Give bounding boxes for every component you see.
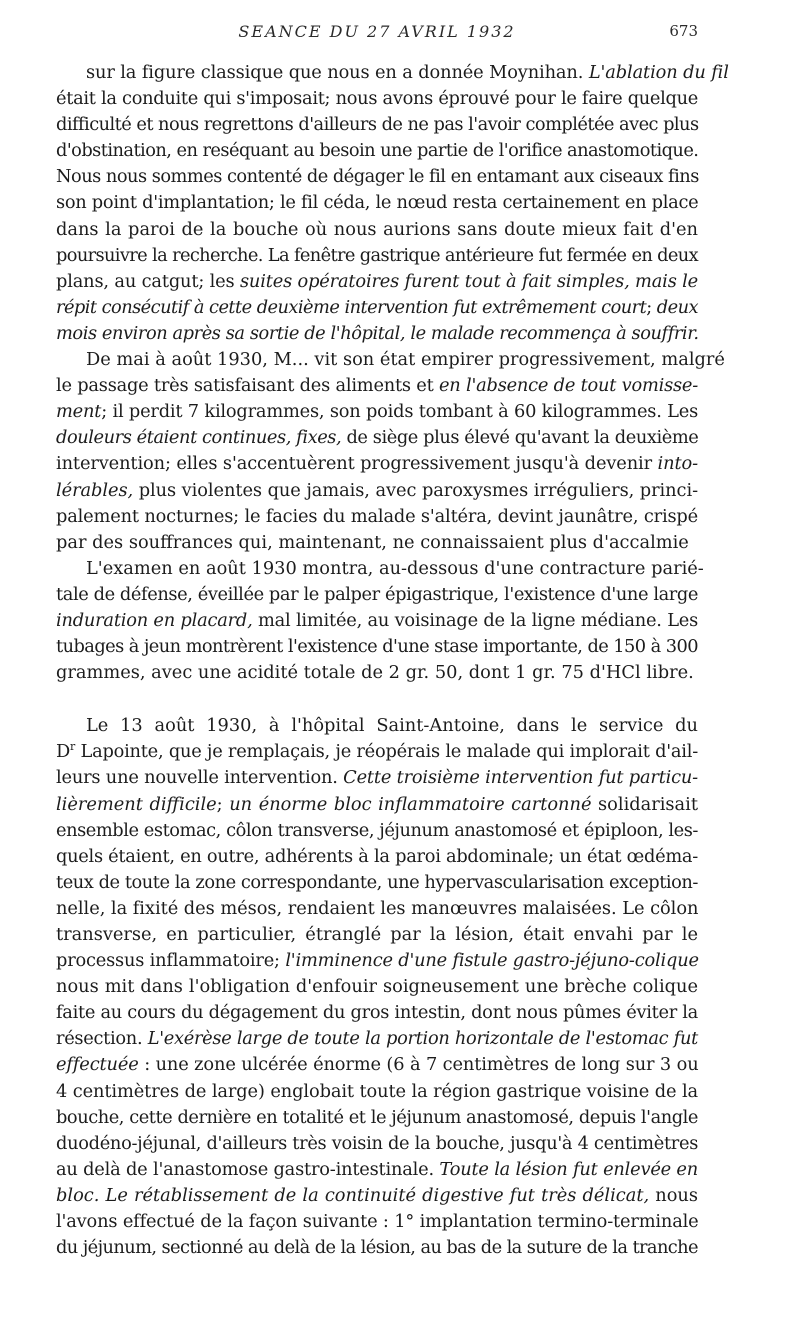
text-run: bouche, cette dernière en totalité et le jéjunum anastomosé, depuis l'angle xyxy=(56,1106,698,1128)
text-line xyxy=(56,1026,698,1052)
italic-text: mois environ après sa sortie de l'hôpital, le malade recommença à souffrir. xyxy=(56,322,699,344)
text-run: ; xyxy=(216,793,230,815)
italic-text: lièrement difficile xyxy=(56,793,217,815)
text-run: solidarisait xyxy=(591,793,698,815)
text-line xyxy=(56,243,698,269)
text-line xyxy=(56,190,698,216)
text-line xyxy=(56,373,698,399)
text-line xyxy=(56,321,698,347)
text-run: tale de défense, éveillée par le palper épigastrique, l'existence d'une large xyxy=(56,583,698,605)
text-line xyxy=(56,425,698,451)
text-run: faite au cours du dégagement du gros intestin, dont nous pûmes éviter la xyxy=(56,1002,698,1024)
italic-text: en l'absence de tout vomisse- xyxy=(438,375,699,397)
text-run: plans, au catgut; les xyxy=(56,270,240,292)
text-run: intervention; elles s'accentuèrent progressivement jusqu'à devenir xyxy=(56,453,658,475)
text-run: nelle, la fixité des mésos, rendaient les manœuvres malaisées. Le côlon xyxy=(56,897,699,919)
text-run: nous xyxy=(649,1184,699,1206)
superscript: r xyxy=(70,740,76,754)
text-run: teux de toute la zone correspondante, une hypervascularisation exception- xyxy=(56,871,698,893)
text-line xyxy=(56,634,698,660)
text-line xyxy=(56,660,698,686)
text-line xyxy=(56,1079,698,1105)
text-line xyxy=(56,295,698,321)
text-line xyxy=(56,948,698,974)
text-line xyxy=(56,86,698,112)
text-run: tubages à jeun montrèrent l'existence d'une stase importante, de 150 à 300 xyxy=(56,636,698,658)
text-line xyxy=(56,478,698,504)
page-header xyxy=(56,22,698,46)
text-run: : une zone ulcérée énorme (6 à 7 centimètres de long sur 3 ou xyxy=(138,1054,699,1076)
text-run: d'obstination, en reséquant au besoin une partie de l'orifice anastomotique. xyxy=(56,140,699,162)
text-run: sur la figure classique que nous en a donnée Moynihan. xyxy=(86,62,589,83)
italic-text: un énorme bloc inflammatoire cartonné xyxy=(229,793,592,815)
text-line xyxy=(56,1235,698,1261)
text-run: du jéjunum, sectionné au delà de la lésion, au bas de la suture de la tranche xyxy=(56,1237,698,1259)
italic-text: L'ablation du fil xyxy=(588,62,729,83)
text-run: plus violentes que jamais, avec paroxysmes irréguliers, princi- xyxy=(133,479,699,501)
text-line xyxy=(56,1209,698,1235)
text-run: leurs une nouvelle intervention. xyxy=(56,767,344,789)
text-line xyxy=(56,451,698,477)
text-run: l'avons effectué de la façon suivante : 1° implantation termino-terminale xyxy=(56,1211,699,1233)
text-run: par des souffrances qui, maintenant, ne connaissaient plus d'accalmie xyxy=(56,531,689,553)
text-line xyxy=(56,530,698,556)
text-run: palement nocturnes; le facies du malade s'altéra, devint jaunâtre, crispé xyxy=(56,505,698,527)
text-line xyxy=(56,922,698,948)
text-run: quels étaient, en outre, adhérents à la paroi abdominale; un état œdéma- xyxy=(56,845,698,867)
text-run: Nous nous sommes contenté de dégager le fil en entamant aux ciseaux fins xyxy=(56,166,699,188)
text-run: était la conduite qui s'imposait; nous avons éprouvé pour le faire quelque xyxy=(56,88,699,110)
text-line xyxy=(56,164,698,190)
text-line xyxy=(56,870,698,896)
text-line xyxy=(56,138,698,164)
text-run: Le 13 août 1930, à l'hôpital Saint-Antoine, dans le service du xyxy=(86,715,698,737)
italic-text: lérables, xyxy=(56,479,134,501)
text-line xyxy=(56,1000,698,1026)
text-line xyxy=(56,765,698,791)
italic-text: répit consécutif à cette deuxième intervention fut extrêmement court xyxy=(56,296,647,318)
text-run: résection. xyxy=(56,1028,148,1050)
text-line xyxy=(56,974,698,1000)
text-line xyxy=(56,1052,698,1078)
text-run: dans la paroi de la bouche où nous aurions sans doute mieux fait d'en xyxy=(56,218,698,240)
text-run: processus inflammatoire; xyxy=(56,950,286,972)
text-line xyxy=(56,792,698,818)
italic-text: bloc. Le rétablissement de la continuité digestive fut très délicat, xyxy=(56,1184,650,1206)
text-line xyxy=(56,1183,698,1209)
text-run: L'examen en août 1930 montra, au-dessous d'une contracture parié- xyxy=(86,557,704,579)
text-run: 4 centimètres de large) englobait toute la région gastrique voisine de la xyxy=(56,1080,699,1102)
text-line xyxy=(56,582,698,608)
text-line xyxy=(56,399,698,425)
text-line xyxy=(56,1105,698,1131)
text-run: nous mit dans l'obligation d'enfouir soigneusement une brèche colique xyxy=(56,976,698,998)
italic-text: deux xyxy=(656,296,698,318)
italic-text: L'exérèse large de toute la portion horizontale de l'estomac fut xyxy=(147,1028,698,1050)
text-run: ensemble estomac, côlon transverse, jéjunum anastomosé et épiploon, les- xyxy=(56,819,698,841)
body-text xyxy=(56,60,729,1261)
text-run: mal limitée, au voisinage de la ligne médiane. Les xyxy=(252,609,699,631)
running-title: SEANCE DU 27 AVRIL 1932 xyxy=(238,22,516,41)
text-run: difficulté et nous regrettons d'ailleurs de ne pas l'avoir complétée avec plus xyxy=(56,114,699,136)
italic-text: Cette troisième intervention fut particu- xyxy=(343,767,699,789)
text-run: D xyxy=(56,741,71,763)
text-line xyxy=(56,217,698,243)
text-run: de siège plus élevé qu'avant la deuxième xyxy=(341,427,699,449)
text-run: grammes, avec une acidité totale de 2 gr. 50, dont 1 gr. 75 d'HCl libre. xyxy=(56,662,694,684)
text-run: duodéno-jéjunal, d'ailleurs très voisin de la bouche, jusqu'à 4 centimètres xyxy=(56,1132,699,1154)
text-line xyxy=(56,1157,698,1183)
italic-text: douleurs étaient continues, fixes, xyxy=(56,427,342,449)
text-line xyxy=(56,269,698,295)
text-line xyxy=(56,60,729,86)
text-line xyxy=(56,347,725,373)
text-run: ; xyxy=(646,296,657,318)
text-line xyxy=(56,1131,698,1157)
text-line xyxy=(56,713,698,739)
italic-text: ment xyxy=(56,401,102,423)
text-run: ; il perdit 7 kilogrammes, son poids tombant à 60 kilogrammes. Les xyxy=(101,401,698,423)
text-line xyxy=(56,896,698,922)
italic-text: l'imminence d'une fistule gastro-jéjuno-colique xyxy=(285,950,699,972)
text-run: Lapointe, que je remplaçais, je réopérais le malade qui implorait d'ail- xyxy=(75,741,698,763)
italic-text: induration en placard, xyxy=(56,609,253,631)
text-run: poursuivre la recherche. La fenêtre gastrique antérieure fut fermée en deux xyxy=(56,244,699,266)
text-run: transverse, en particulier, étranglé par la lésion, était envahi par le xyxy=(56,924,698,945)
text-line xyxy=(56,608,698,634)
text-run: au delà de l'anastomose gastro-intestinale. xyxy=(56,1158,440,1180)
text-line xyxy=(56,112,698,138)
paragraph-gap xyxy=(56,686,698,713)
text-line xyxy=(56,844,698,870)
text-run: son point d'implantation; le fil céda, le nœud resta certainement en place xyxy=(56,192,699,214)
page-number: 673 xyxy=(669,22,698,40)
italic-text: effectuée xyxy=(56,1054,139,1076)
text-line xyxy=(56,504,698,530)
text-run: De mai à août 1930, M... vit son état empirer progressivement, malgré xyxy=(86,349,725,371)
text-line xyxy=(56,739,698,765)
italic-text: suites opératoires furent tout à fait simples, mais le xyxy=(239,270,699,292)
text-run: le passage très satisfaisant des aliments et xyxy=(56,375,439,397)
text-line xyxy=(56,818,698,844)
italic-text: Toute la lésion fut enlevée en xyxy=(439,1158,699,1180)
text-line xyxy=(56,556,704,582)
italic-text: into- xyxy=(657,453,698,475)
